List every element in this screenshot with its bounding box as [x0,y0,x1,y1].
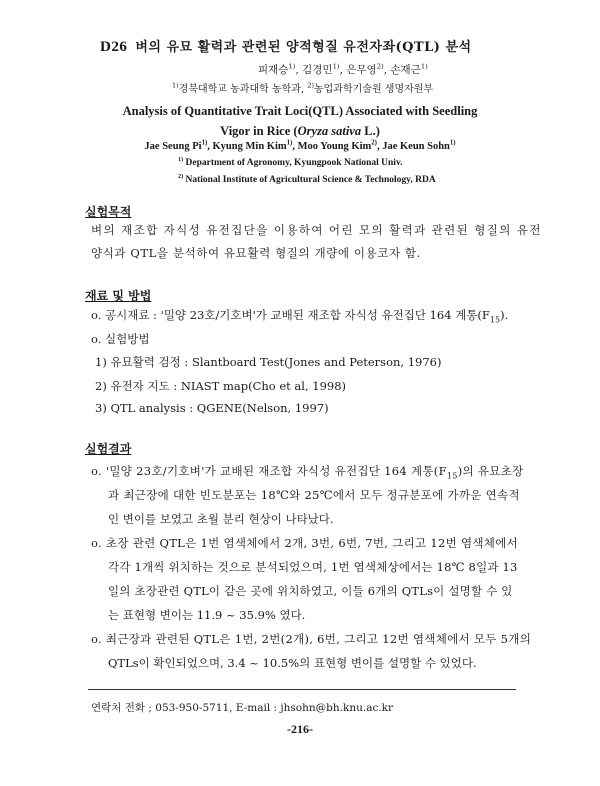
author-name: 피재승 [258,64,289,76]
methods-item-3: 3) QTL analysis : QGENE(Nelson, 1997) [95,401,329,415]
results-line: 는 표현형 변이는 11.9 ~ 35.9% 였다. [108,608,306,622]
affiliation-mark: 2) [307,81,314,90]
affiliation-mark: 1) [172,81,179,90]
english-affiliation-1 [178,158,403,168]
purpose-line-1: 벼의 재조합 자식성 유전집단을 이용하여 어린 모의 활력과 관련된 형질의 유전 [91,223,542,237]
methods-text: ). [500,308,509,322]
affiliation-text: Department of Agronomy, Kyungpook National Univ. [183,158,403,168]
results-text: )의 유묘초장 [457,464,524,478]
title-text: L.) [361,124,380,138]
author-name: Jae Seung Pi [144,141,202,152]
author-name: Moo Young Kim [297,141,372,152]
affiliation-mark: 2) [178,173,184,180]
affiliation-mark: 1) [178,156,184,163]
abstract-code: D26 [100,39,128,55]
affiliation-mark: 1) [288,62,296,71]
english-title-line-2 [0,124,600,139]
footer-divider [88,689,516,690]
korean-affiliations [172,80,433,95]
affiliation-text: 농업과학기술원 생명자원부 [313,84,434,95]
separator: , [339,64,347,76]
english-authors [0,141,600,152]
methods-subheading: o. 실험방법 [91,332,150,346]
purpose-line-2: 양식과 QTL을 분석하여 유묘활력 형질의 개량에 이용코자 함. [91,246,421,260]
results-line: QTLs이 확인되었으며, 3.4 ~ 10.5%의 표현형 변이를 설명할 수 있었다. [108,656,477,670]
separator: , [376,141,383,152]
affiliation-mark: 1) [332,62,340,71]
separator: , [383,64,391,76]
korean-title: 벼의 유묘 활력과 관련된 양적형질 유전자좌(QTL) 분석 [135,40,472,55]
author-name: 손재근 [390,64,421,76]
results-line: 각각 1개씩 위치하는 것으로 분석되었으며, 1번 염색체상에서는 18℃ 8일과 13 [108,560,518,574]
title-text: Vigor in Rice ( [220,124,298,138]
affiliation-mark: 1) [201,139,208,147]
separator: , [207,141,213,152]
methods-heading: 재료 및 방법 [85,289,152,303]
results-text: o. '밀양 23호/기호벼'가 교배된 재조합 자식성 유전집단 164 계통(F [91,464,447,478]
contact-info: 연락처 전화 ; 053-950-5711, E-mail : jhsohn@bh.knu.ac.kr [91,702,394,714]
affiliation-mark: 1) [420,62,428,71]
generation-subscript: 15 [446,471,458,481]
methods-material [91,307,508,323]
separator: , [292,141,298,152]
results-line: o. 최근장과 관련된 QTL은 1번, 2번(2개), 6번, 그리고 12번 염색체에서 모두 5개의 [91,632,532,646]
affiliation-text: National Institute of Agricultural Science & Technology, RDA [183,175,436,185]
methods-item-2: 2) 유전자 지도 : NIAST map(Cho et al, 1998) [95,379,347,393]
results-line [91,463,524,479]
affiliation-mark: 1) [449,139,456,147]
separator: , [295,64,303,76]
author-name: 김경민 [302,64,333,76]
korean-authors [258,62,428,77]
english-affiliation-2 [178,175,436,185]
purpose-heading: 실험목적 [85,205,132,219]
abstract-title [100,36,472,56]
author-name: Jae Keun Sohn [382,141,450,152]
generation-subscript: 15 [489,315,501,325]
author-name: Kyung Min Kim [212,141,287,152]
results-line: 과 최근장에 대한 빈도분포는 18℃와 25℃에서 모두 정규분포에 가까운 연속적 [108,488,520,502]
affiliation-text: 경북대학교 농과대학 농학과, [178,84,308,95]
english-title-line-1: Analysis of Quantitative Trait Loci(QTL) Associated with Seedling [122,104,478,118]
author-name: 은무영 [346,64,377,76]
methods-item-1: 1) 유묘활력 검정 : Slantboard Test(Jones and Peterson, 1976) [95,355,442,369]
results-line: o. 초장 관련 QTL은 1번 염색체에서 2개, 3번, 6번, 7번, 그리고 12번 염색체에서 [91,536,519,550]
affiliation-mark: 1) [286,139,293,147]
results-heading: 실험결과 [85,442,132,456]
results-line: 일의 초장관련 QTL이 같은 곳에 위치하였고, 이들 6개의 QTLs이 설명할 수 있 [108,584,513,598]
affiliation-mark: 2) [376,62,384,71]
results-line: 인 변이를 보였고 초월 분리 현상이 나타났다. [108,512,334,526]
methods-text: o. 공시재료 : '밀양 23호/기호벼'가 교배된 재조합 자식성 유전집단 164 계통(F [91,308,490,322]
page-number: -216- [287,722,313,736]
affiliation-mark: 2) [371,139,377,147]
species-name: Oryza sativa [297,124,362,138]
